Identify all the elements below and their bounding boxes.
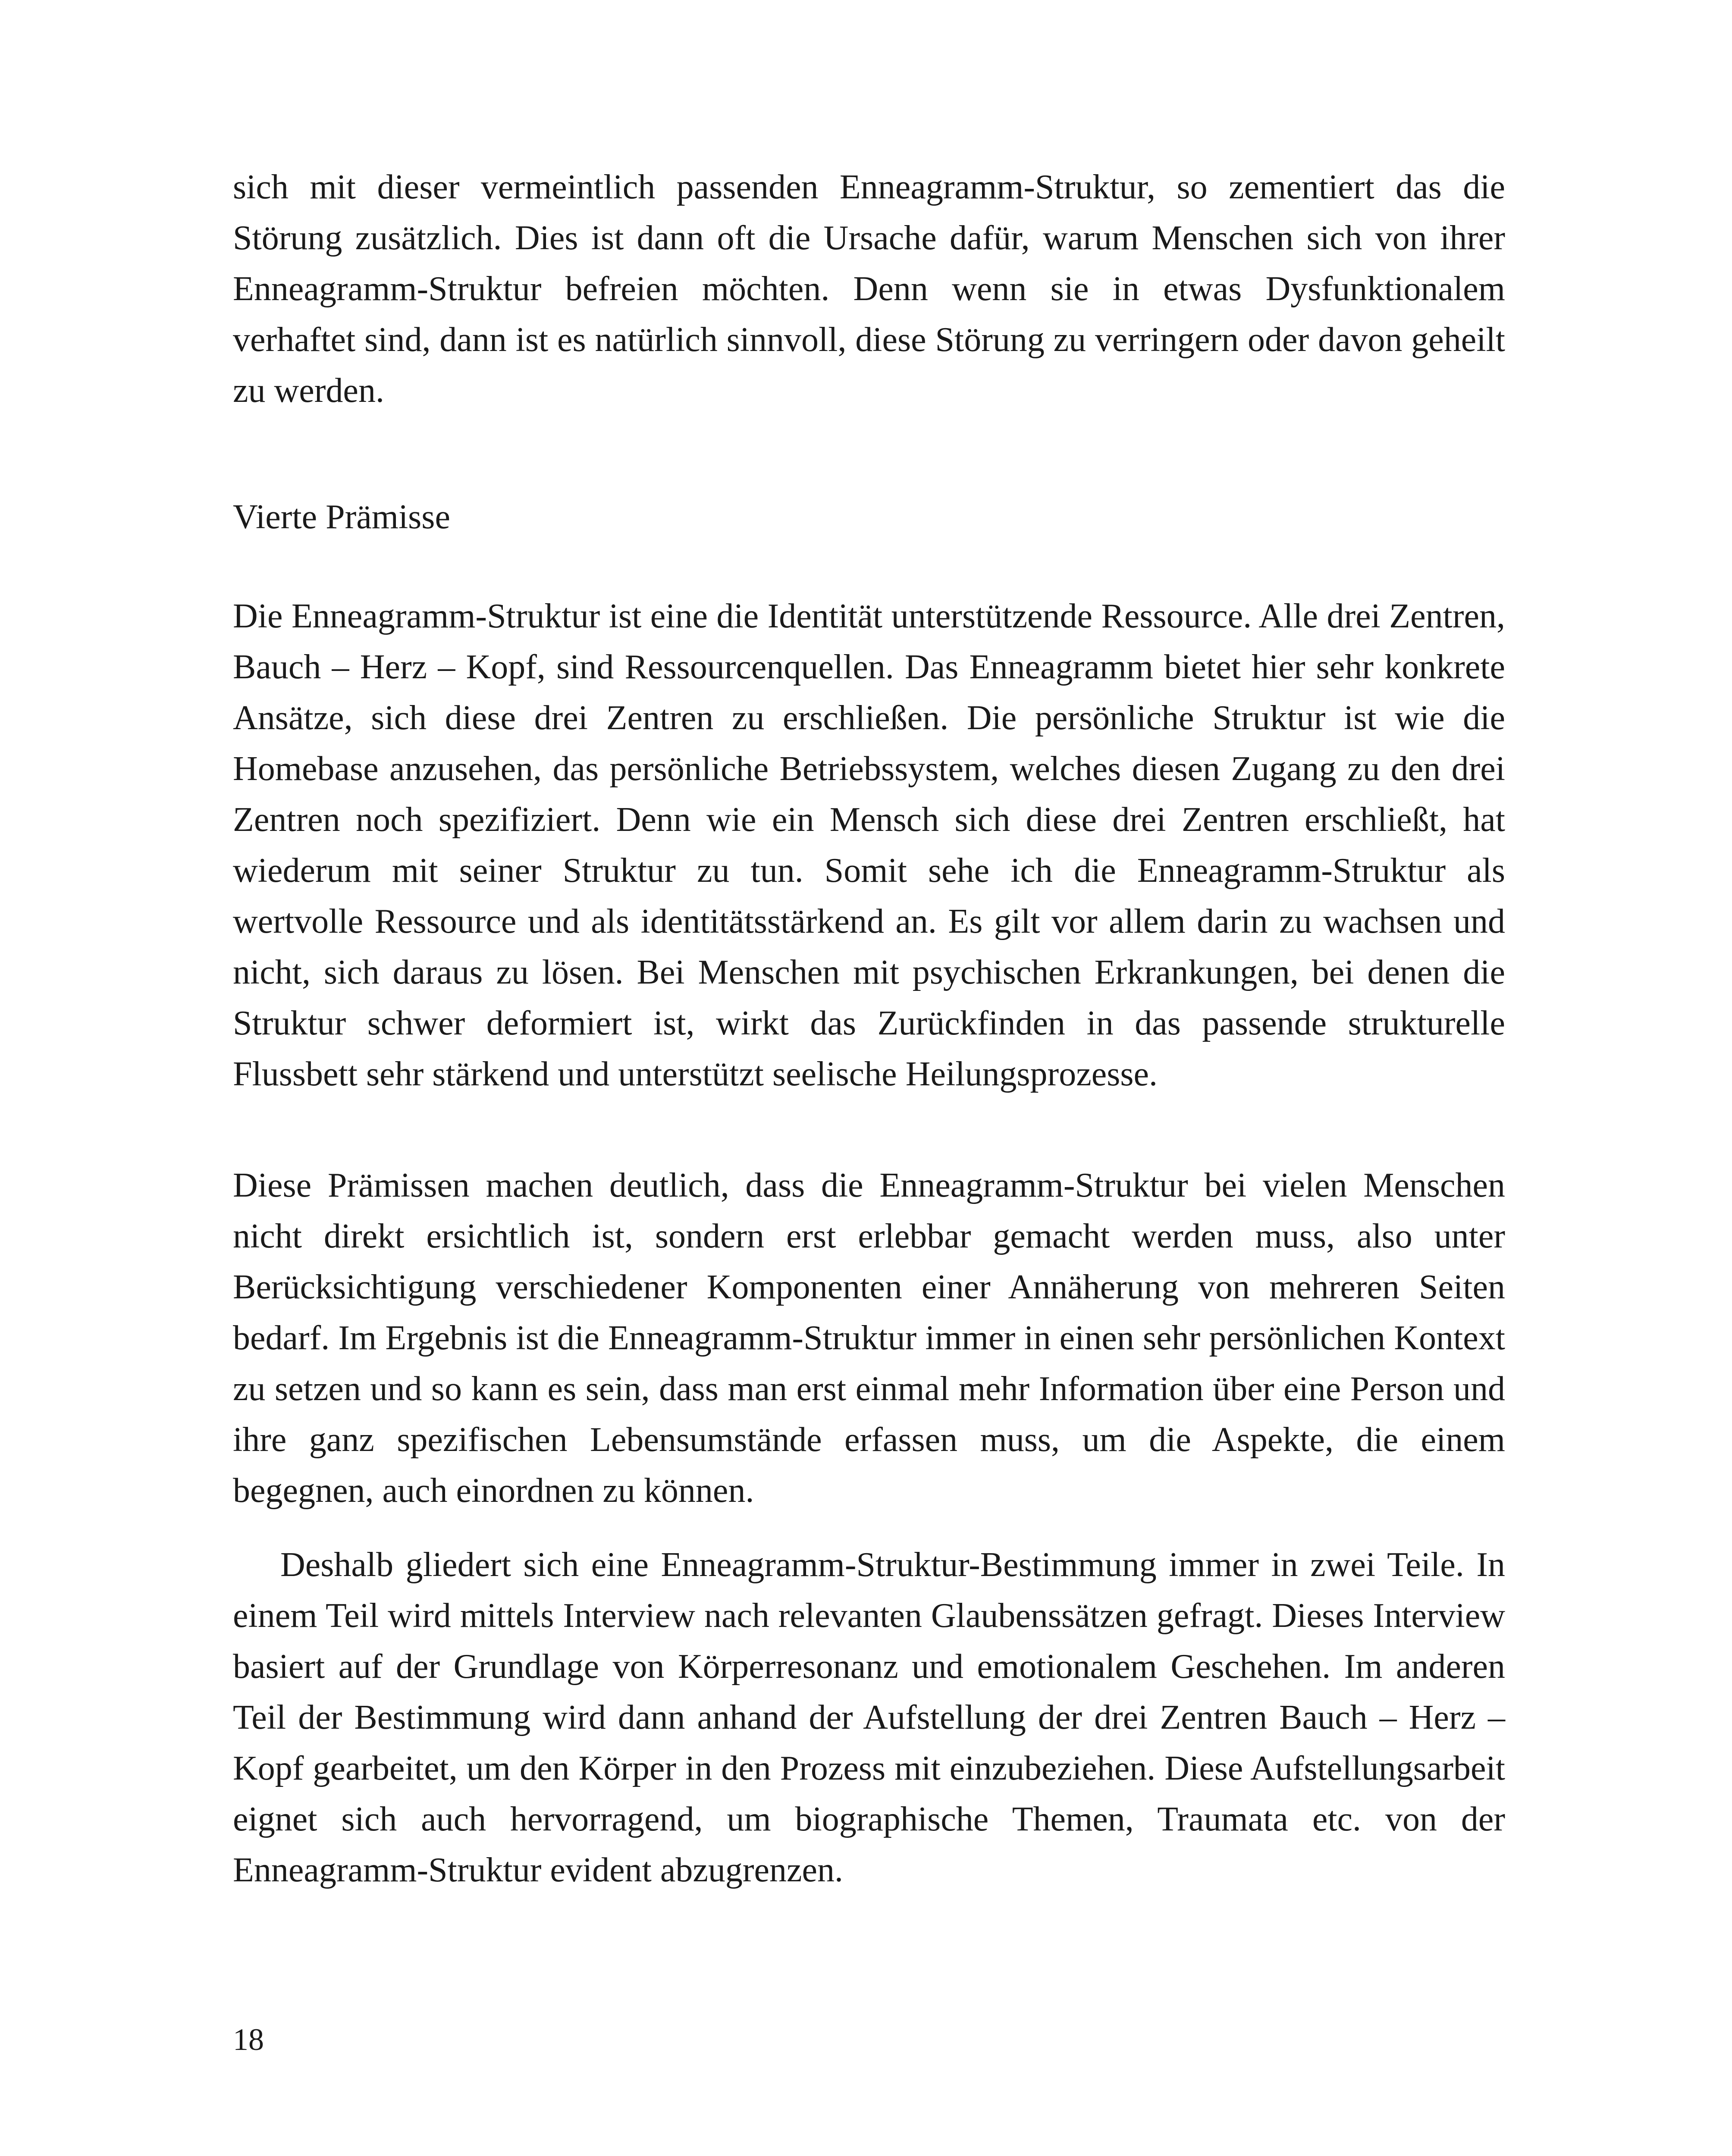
section-heading-text: Vierte Prämisse: [233, 498, 450, 536]
paragraph-text: Deshalb gliedert sich eine Enneagramm-Struktur-Bestimmung immer in zwei Teile. In einem Teil wird mittels Interview nach relevanten Glaubenssätzen gefragt. Dieses Interview basiert auf der Grundlage von Körperresonanz und emotionalem Geschehen. Im anderen Teil der Bestimmung wird dann anhand der Aufstellung der drei Zentren Bauch – Herz – Kopf gearbeitet, um den Körper in den Prozess mit einzubeziehen. Diese Aufstellungsarbeit eignet sich auch hervorragend, um biographische Themen, Traumata etc. von der Enneagramm-Struktur evident abzugrenzen.: [233, 1546, 1505, 1889]
paragraph-summary: [233, 1160, 1505, 1516]
paragraph-text: Diese Prämissen machen deutlich, dass die Enneagramm-Struktur bei vielen Menschen nicht direkt ersichtlich ist, sondern erst erlebbar gemacht werden muss, also unter Berücksichtigung verschiedener Komponenten einer Annäherung von mehreren Seiten bedarf. Im Ergebnis ist die Enneagramm-Struktur immer in einen sehr persönlichen Kontext zu setzen und so kann es sein, dass man erst einmal mehr Information über eine Person und ihre ganz spezifischen Lebensumstände erfassen muss, um die Aspekte, die einem begegnen, auch einordnen zu können.: [233, 1166, 1505, 1510]
paragraph-text: sich mit dieser vermeintlich passenden Enneagramm-Struktur, so zementiert das die Störung zusätzlich. Dies ist dann oft die Ursache dafür, warum Menschen sich von ihrer Enneagramm-Struktur befreien möchten. Denn wenn sie in etwas Dysfunktionalem verhaftet sind, dann ist es natürlich sinnvoll, diese Störung zu verringern oder davon geheilt zu werden.: [233, 168, 1505, 410]
paragraph-deshalb: [233, 1539, 1505, 1896]
page-number: 18: [233, 2022, 264, 2057]
section-heading: [233, 492, 1505, 542]
paragraph-premise: [233, 591, 1505, 1100]
paragraph-text: Die Enneagramm-Struktur ist eine die Identität unterstützende Ressource. Alle drei Zentren, Bauch – Herz – Kopf, sind Ressourcenquellen. Das Enneagramm bietet hier sehr konkrete Ansätze, sich diese drei Zentren zu erschließen. Die persönliche Struktur ist wie die Homebase anzusehen, das persönliche Betriebssystem, welches diesen Zugang zu den drei Zentren noch spezifiziert. Denn wie ein Mensch sich diese drei Zentren erschließt, hat wiederum mit seiner Struktur zu tun. Somit sehe ich die Enneagramm-Struktur als wertvolle Ressource und als identitätsstärkend an. Es gilt vor allem darin zu wachsen und nicht, sich daraus zu lösen. Bei Menschen mit psychischen Erkrankungen, bei denen die Struktur schwer deformiert ist, wirkt das Zurückfinden in das passende strukturelle Flussbett sehr stärkend und unterstützt seelische Heilungsprozesse.: [233, 597, 1505, 1093]
paragraph-continued: [233, 162, 1505, 416]
